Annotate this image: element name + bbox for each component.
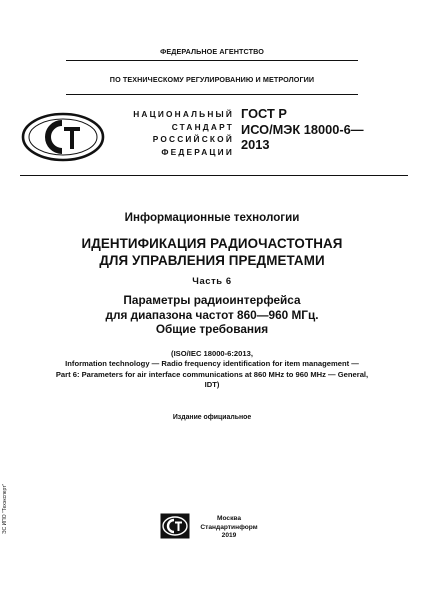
subtitle-line-3: Общие требования (155, 322, 269, 336)
main-title-line-2: ДЛЯ УПРАВЛЕНИЯ ПРЕДМЕТАМИ (99, 252, 325, 268)
national-line-2: СТАНДАРТ (171, 121, 234, 132)
gost-line-3: 2013 (241, 137, 270, 152)
publisher-year: 2019 (221, 532, 237, 540)
english-line-2: Information technology — Radio frequency identification for item management — (65, 359, 359, 369)
subject-title: Информационные технологии (124, 211, 300, 224)
standartinform-logo-icon (160, 513, 190, 539)
national-line-1: НАЦИОНАЛЬНЫЙ (133, 109, 234, 119)
english-line-1: (ISO/IEC 18000-6:2013, (171, 349, 253, 358)
english-line-3: Part 6: Parameters for air interface communications at 860 MHz to 960 MHz — General, (55, 369, 369, 379)
part-label: Часть 6 (192, 275, 232, 286)
national-standard-label (110, 108, 234, 158)
publisher-info (199, 515, 259, 541)
english-line-4: IDT) (204, 379, 220, 389)
national-line-3: РОССИЙСКОЙ (152, 134, 234, 144)
gost-designation (241, 106, 364, 153)
gost-r-emblem-icon (20, 111, 106, 163)
main-title-line-1: ИДЕНТИФИКАЦИЯ РАДИОЧАСТОТНАЯ (81, 236, 343, 251)
header-divider-2 (66, 94, 358, 95)
edition-label: Издание официальное (172, 414, 252, 421)
main-title (0, 236, 424, 269)
gost-line-2: ИСО/МЭК 18000-6— (241, 121, 364, 137)
national-line-4: ФЕДЕРАЦИИ (161, 146, 234, 157)
subtitle-line-2: для диапазона частот 860—960 МГц. (105, 307, 319, 322)
header-divider (66, 60, 358, 61)
gost-line-1: ГОСТ Р (241, 106, 287, 121)
agency-line-2: ПО ТЕХНИЧЕСКОМУ РЕГУЛИРОВАНИЮ И МЕТРОЛОГИИ (109, 75, 315, 84)
publisher-name: Стандартинформ (200, 523, 258, 531)
english-reference (0, 349, 424, 390)
subtitle-line-1: Параметры радиоинтерфейса (123, 293, 301, 307)
block-divider (20, 175, 408, 176)
side-watermark: ЭС ИПО "Техэксперт" (2, 483, 8, 534)
publisher-city: Москва (216, 515, 242, 522)
subtitle (0, 293, 424, 337)
agency-line-1: ФЕДЕРАЛЬНОЕ АГЕНТСТВО (160, 47, 264, 56)
